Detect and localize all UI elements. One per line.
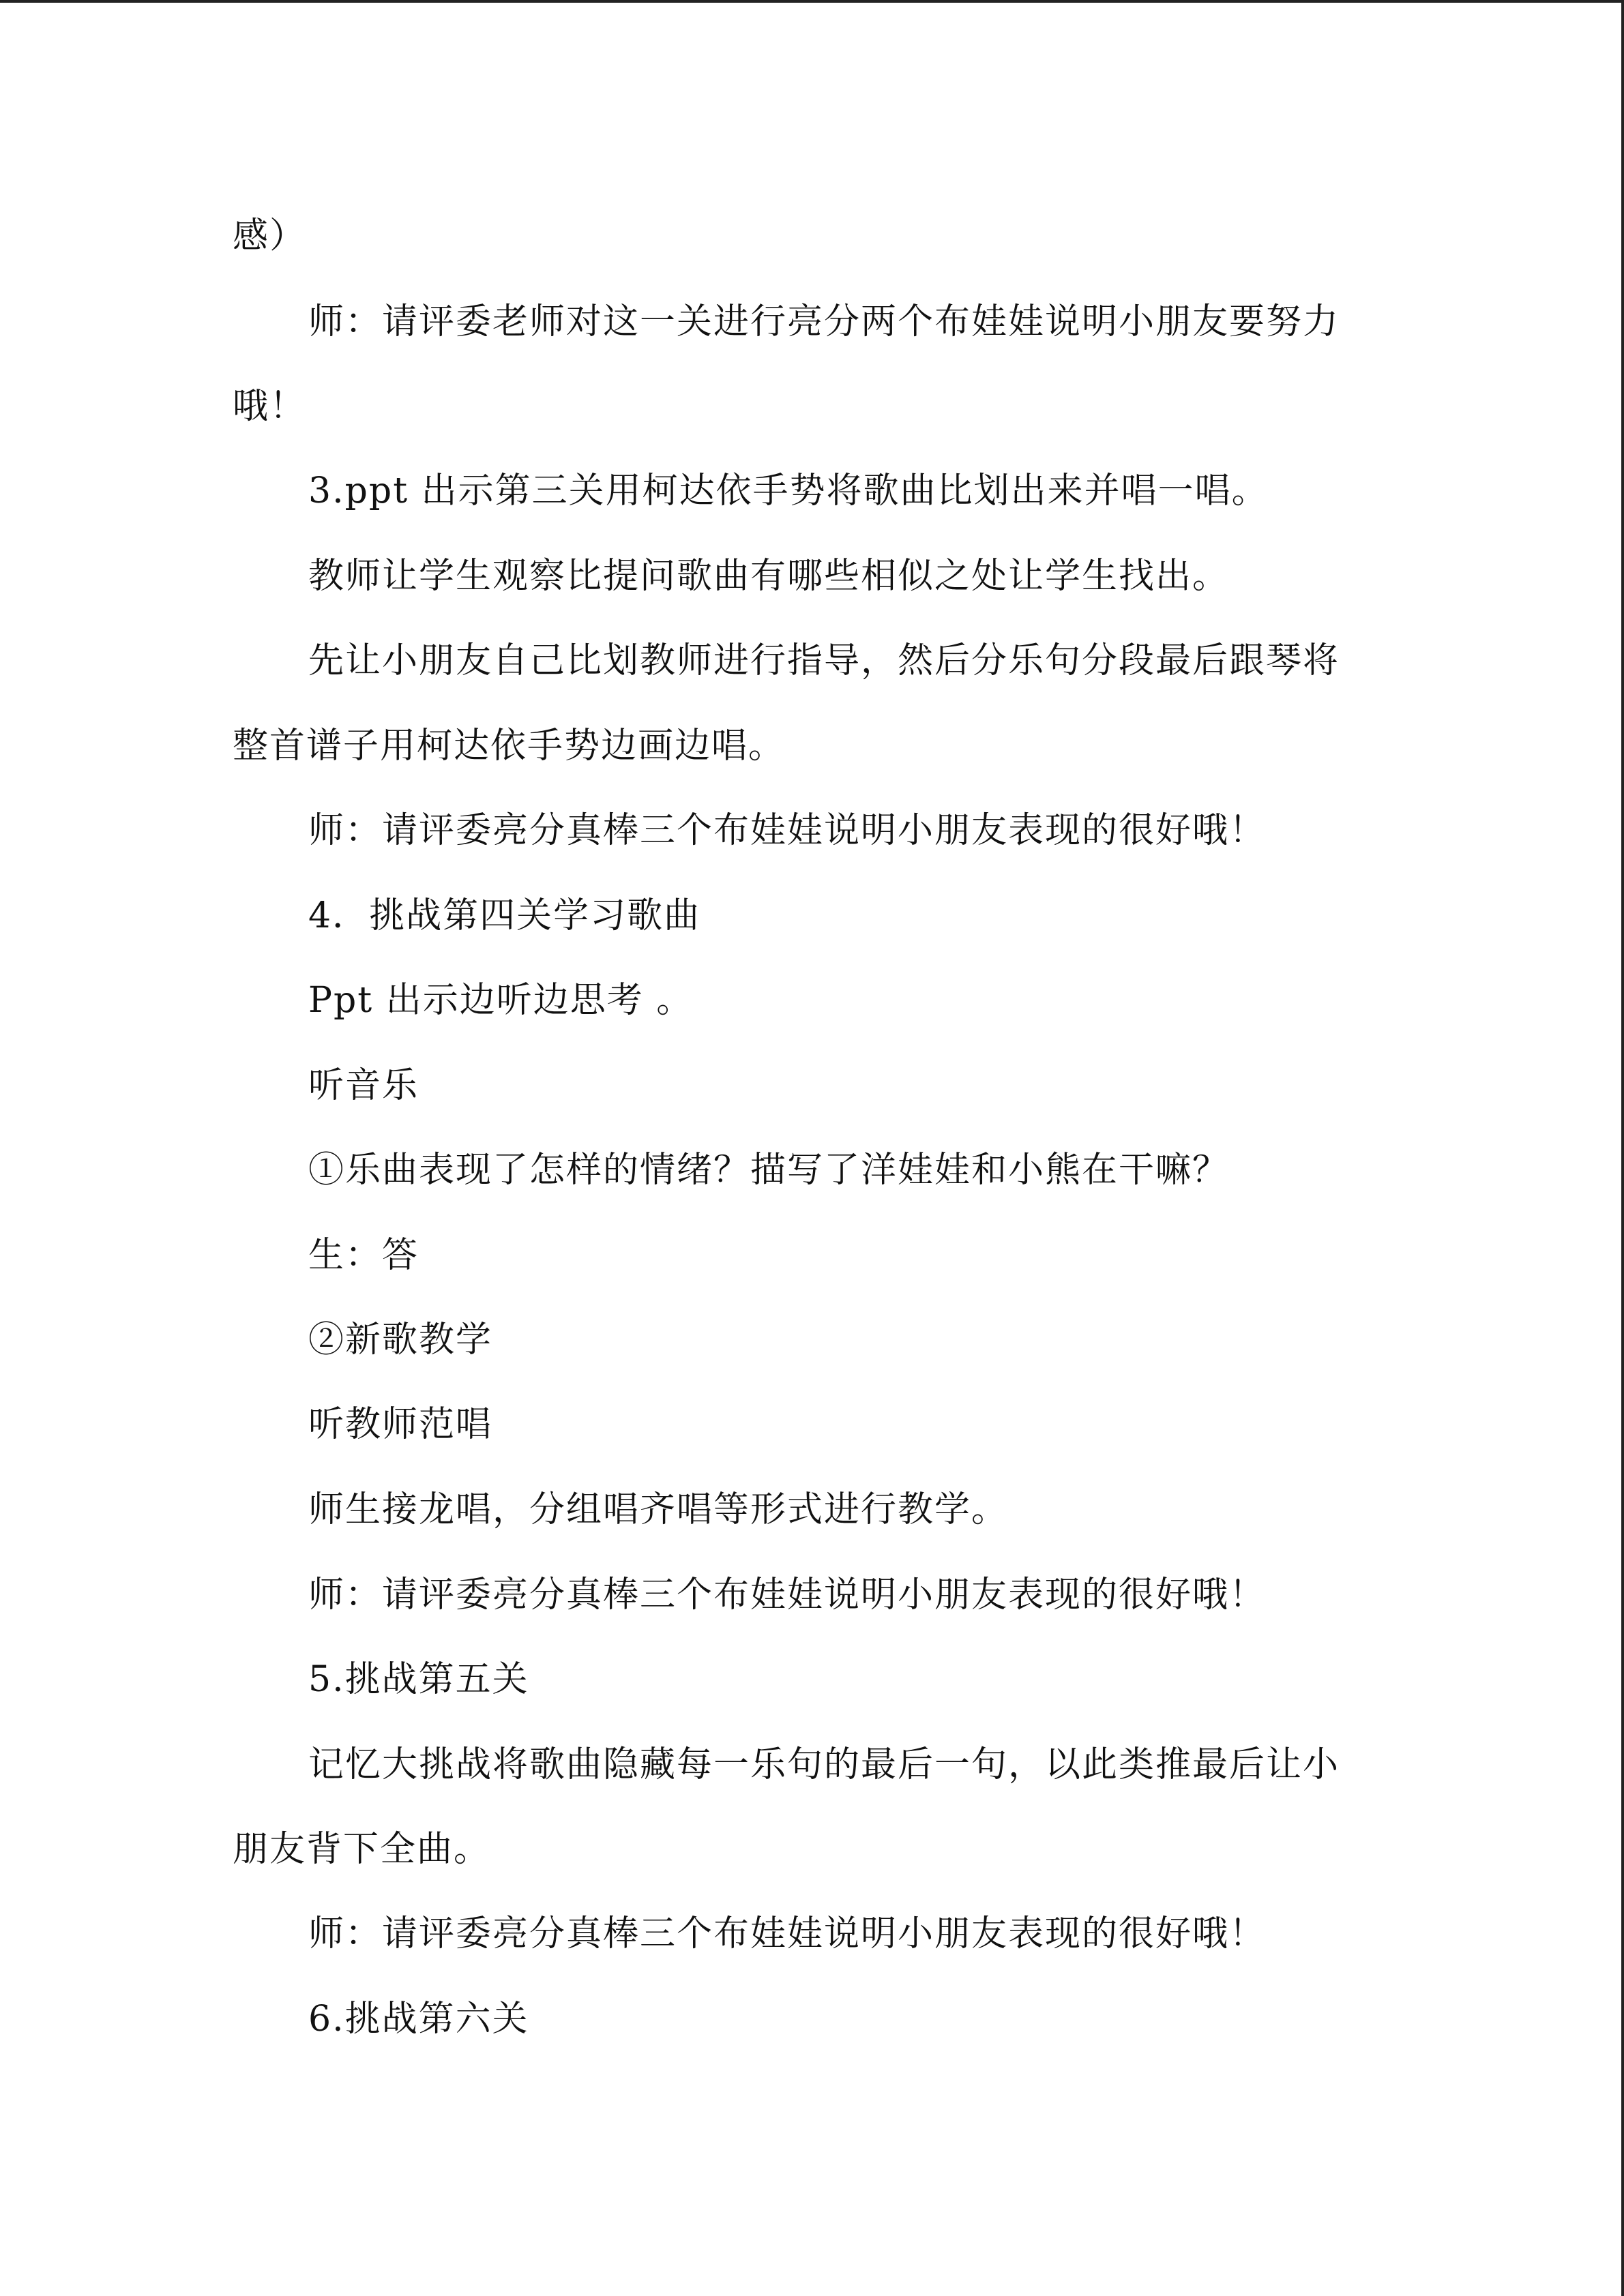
paragraph-line: 感）	[233, 215, 307, 256]
paragraph-line: 3.ppt 出示第三关用柯达依手势将歌曲比划出来并唱一唱。	[308, 471, 1269, 511]
paragraph-line: 听教师范唱	[308, 1404, 493, 1445]
paragraph-line: 5.挑战第五关	[308, 1659, 529, 1700]
paragraph-line: 师：请评委亮分真棒三个布娃娃说明小朋友表现的很好哦！	[308, 1913, 1267, 1954]
paragraph-line: ①乐曲表现了怎样的情绪？描写了洋娃娃和小熊在干嘛？	[308, 1150, 1230, 1191]
paragraph-line: 师生接龙唱，分组唱齐唱等形式进行教学。	[308, 1489, 1009, 1530]
paragraph-line: Ppt 出示边听边思考 。	[308, 980, 694, 1021]
paragraph-line: 整首谱子用柯达依手势边画边唱。	[233, 726, 786, 766]
paragraph-line: 师：请评委亮分真棒三个布娃娃说明小朋友表现的很好哦！	[308, 1575, 1267, 1615]
paragraph-line: 师：请评委亮分真棒三个布娃娃说明小朋友表现的很好哦！	[308, 810, 1267, 851]
paragraph-line: 记忆大挑战将歌曲隐藏每一乐句的最后一句，以此类推最后让小	[308, 1744, 1340, 1785]
paragraph-line: 朋友背下全曲。	[233, 1829, 491, 1870]
paragraph-line: 生：答	[308, 1235, 419, 1276]
paragraph-line: ②新歌教学	[308, 1320, 493, 1360]
paragraph-line: 4．挑战第四关学习歌曲	[308, 895, 701, 936]
paragraph-line: 哦！	[233, 386, 307, 427]
paragraph-line: 听音乐	[308, 1065, 419, 1106]
paragraph-line: 6.挑战第六关	[308, 1999, 529, 2040]
paragraph-line: 教师让学生观察比提问歌曲有哪些相似之处让学生找出。	[308, 556, 1230, 597]
paragraph-line: 先让小朋友自己比划教师进行指导，然后分乐句分段最后跟琴将	[308, 640, 1340, 681]
paragraph-line: 师：请评委老师对这一关进行亮分两个布娃娃说明小朋友要努力	[308, 301, 1340, 342]
